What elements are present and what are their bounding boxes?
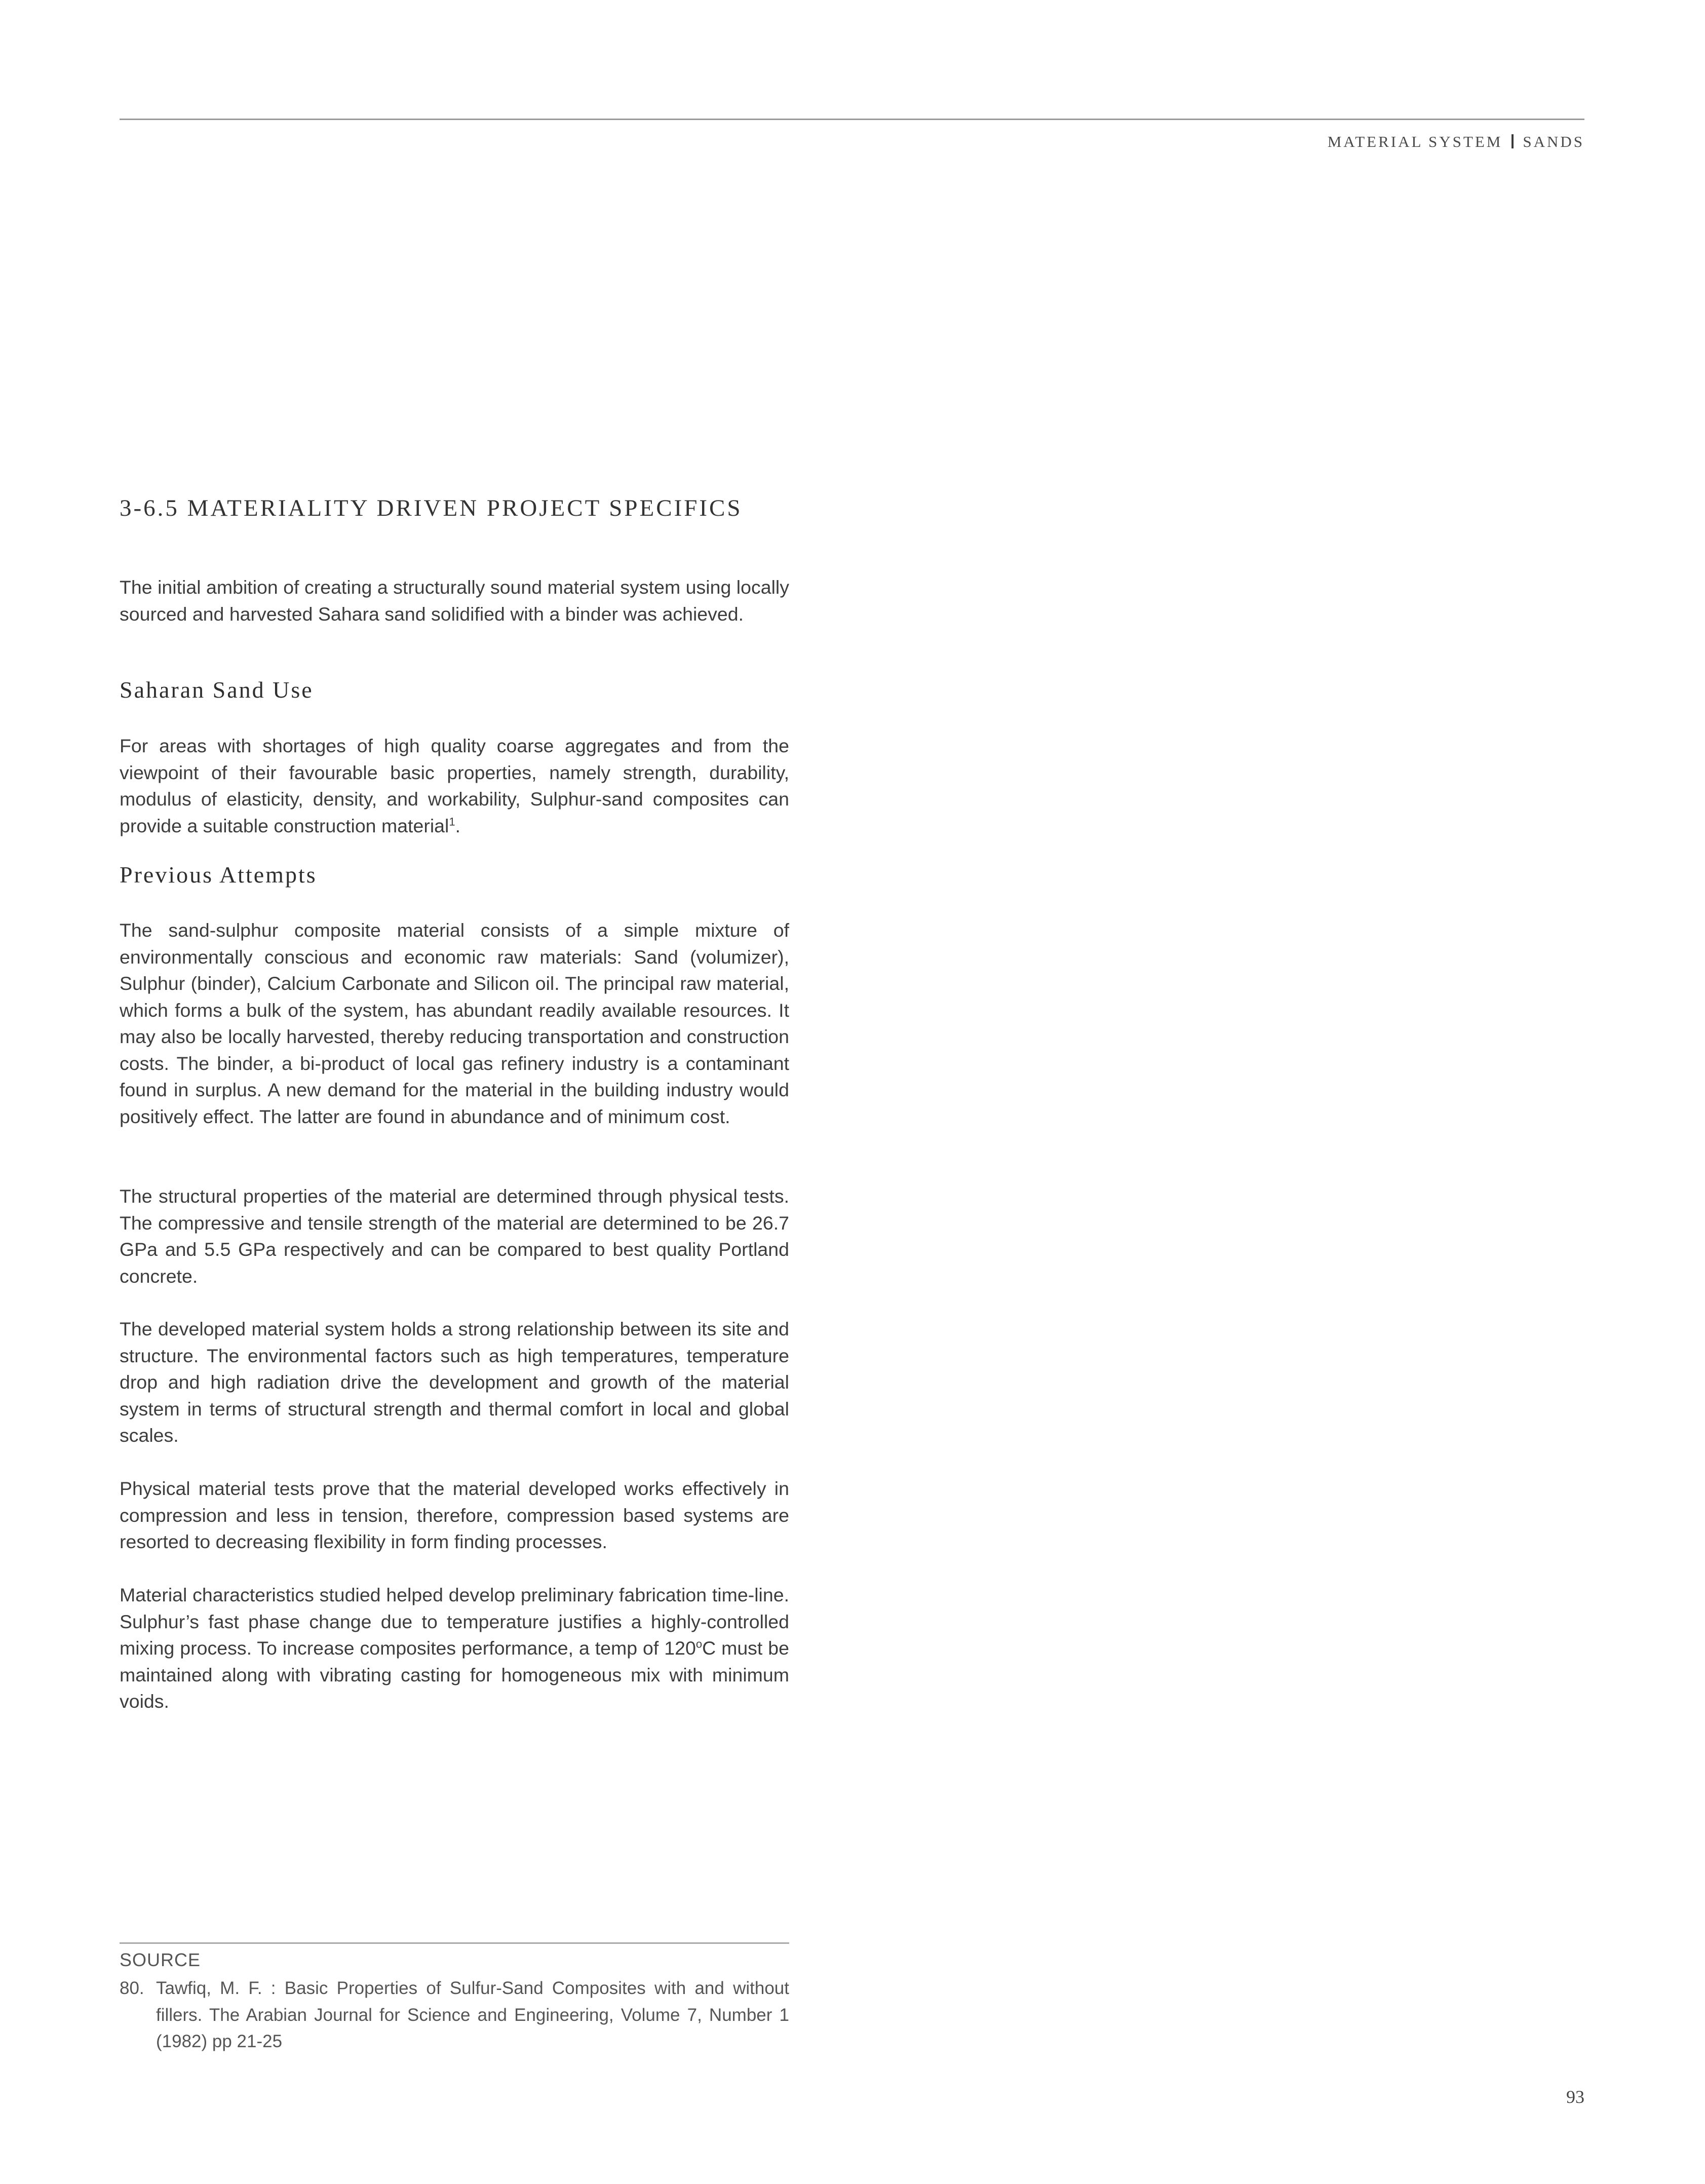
previous-attempts-section xyxy=(120,861,789,888)
source-list xyxy=(120,1975,789,2055)
running-header-separator xyxy=(1512,134,1514,148)
source-item-number: 80. xyxy=(120,1978,144,1998)
source-item xyxy=(120,1975,789,2055)
previous-attempts-body-5 xyxy=(120,1582,789,1715)
previous-attempts-body-4 xyxy=(120,1475,789,1555)
paragraph-physical-tests: Physical material tests prove that the material developed works effectively in compression and less in tension, therefore, compression based systems are resorted to decreasing flexibility in form finding processes. xyxy=(120,1478,789,1552)
running-header-subsection: SANDS xyxy=(1523,133,1584,150)
previous-attempts-heading: Previous Attempts xyxy=(120,862,317,888)
previous-attempts-body-2 xyxy=(120,1183,789,1289)
running-header xyxy=(1328,133,1584,151)
saharan-sand-paragraph xyxy=(120,733,789,839)
saharan-sand-heading: Saharan Sand Use xyxy=(120,677,314,703)
footnote-mark: 1 xyxy=(449,815,455,828)
paragraph-fabrication xyxy=(120,1582,789,1715)
saharan-sand-text-end: . xyxy=(455,815,461,836)
source-rule xyxy=(120,1942,789,1944)
section-title: 3-6.5 MATERIALITY DRIVEN PROJECT SPECIFICS xyxy=(120,495,743,521)
source-label: SOURCE xyxy=(120,1949,201,1970)
previous-attempts-body-3 xyxy=(120,1316,789,1449)
header-rule xyxy=(120,119,1584,120)
paragraph-composite: The sand-sulphur composite material consists of a simple mixture of environmentally conscious and economic raw materials: Sand (volumizer), Sulphur (binder), Calcium Carbonate and Silicon oil. The principal raw material, which forms a bulk of the system, has abundant readily available resources. It may also be locally harvested, thereby reducing transportation and construction costs. The binder, a bi-product of local gas refinery industry is a contaminant found in surplus. A new demand for the material in the building industry would positively effect. The latter are found in abundance and of minimum cost. xyxy=(120,919,789,1127)
saharan-sand-section xyxy=(120,676,789,703)
paragraph-structural-properties: The structural properties of the material are determined through physical tests. The compressive and tensile strength of the material are determined to be 26.7 GPa and 5.5 GPa respectively and can be compared to best quality Portland concrete. xyxy=(120,1185,789,1287)
fabrication-text-end: C must be maintained along with vibrating casting for homogeneous mix with minimum voids. xyxy=(120,1637,789,1712)
saharan-sand-text: For areas with shortages of high quality coarse aggregates and from the viewpoint of their favourable basic properties, namely strength, durability, modulus of elasticity, density, and workability, Sulphur-sand composites can provide a suitable construction material xyxy=(120,735,789,836)
intro-block xyxy=(120,574,789,627)
source-item-text: Tawfiq, M. F. : Basic Properties of Sulfur-Sand Composites with and without fillers. The Arabian Journal for Science and Engineering, Volume 7, Number 1 (1982) pp 21-25 xyxy=(156,1978,789,2051)
saharan-sand-body xyxy=(120,733,789,839)
degree-mark: o xyxy=(695,1637,703,1651)
fabrication-text-start: Material characteristics studied helped develop preliminary fabrication time-line. Sulphur’s fast phase change due to temperature justifies a highly-controlled mixing process. To increase composites performance, a temp of 120 xyxy=(120,1584,789,1659)
intro-paragraph: The initial ambition of creating a structurally sound material system using locally sourced and harvested Sahara sand solidified with a binder was achieved. xyxy=(120,577,789,625)
previous-attempts-body-1 xyxy=(120,917,789,1130)
running-header-section: MATERIAL SYSTEM xyxy=(1327,133,1503,150)
page-number: 93 xyxy=(1566,2087,1584,2107)
paragraph-site-structure: The developed material system holds a strong relationship between its site and structure. The environmental factors such as high temperatures, temperature drop and high radiation drive the development and growth of the material system in terms of structural strength and thermal comfort in local and global scales. xyxy=(120,1318,789,1446)
